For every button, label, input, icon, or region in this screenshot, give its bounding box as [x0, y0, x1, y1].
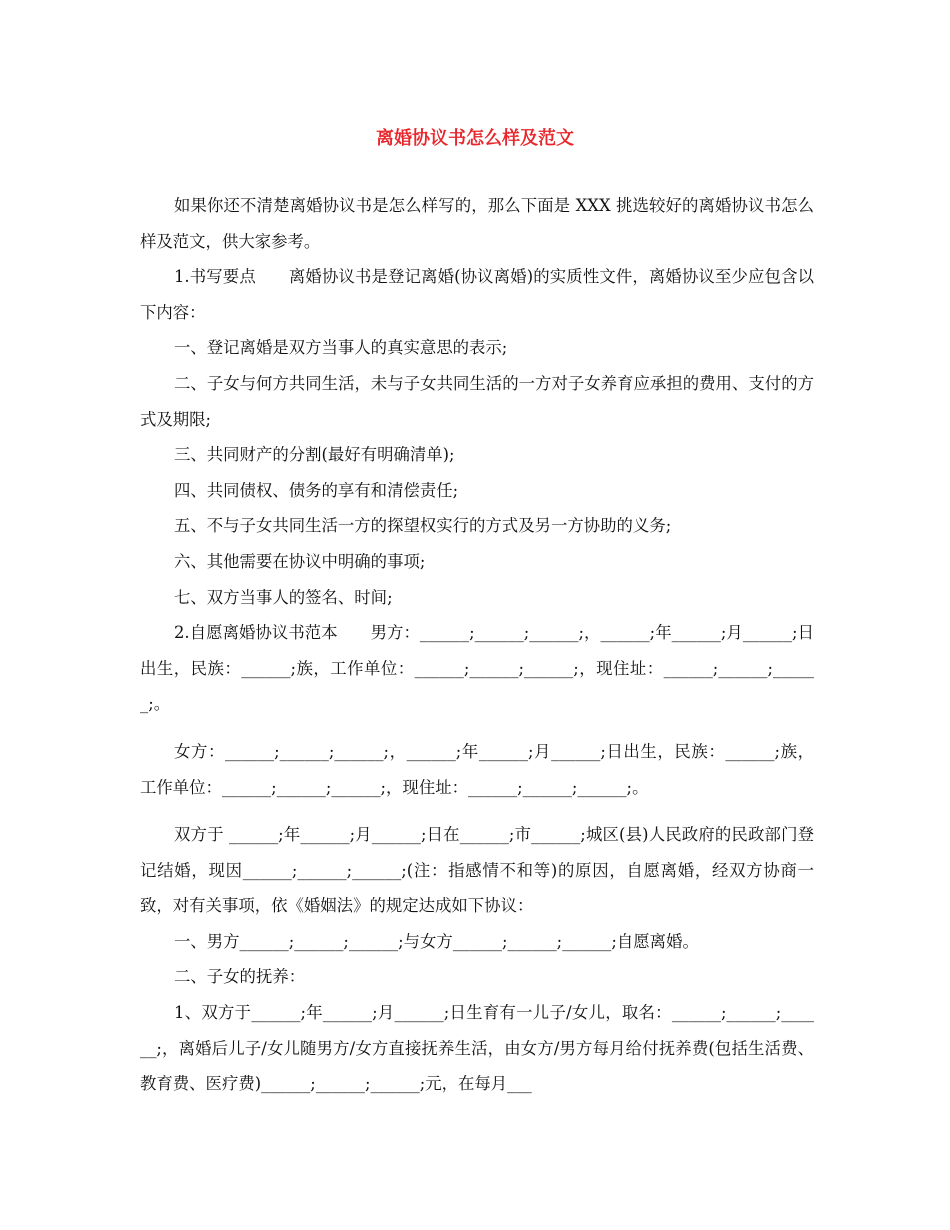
list-item: 五、不与子女共同生活一方的探望权实行的方式及另一方协助的义务; — [174, 516, 672, 536]
template-male-party: 2.自愿离婚协议书范本 男方：______;______;______;，______;年______;月______;日出生，民族：______;族，工作单位：______;______;______;，现住址：______;______;______;。 — [140, 623, 814, 714]
agreement-clause: 一、男方______;______;______;与女方______;______;______;自愿离婚。 — [174, 931, 699, 951]
writing-points-paragraph: 1.书写要点 离婚协议书是登记离婚(协议离婚)的实质性文件，离婚协议至少应包含以下内容： — [140, 267, 814, 322]
document-title: 离婚协议书怎么样及范文 — [376, 128, 574, 149]
list-item: 七、双方当事人的签名、时间; — [174, 587, 393, 607]
list-item: 四、共同债权、债务的享有和清偿责任; — [174, 480, 459, 500]
list-item: 二、子女与何方共同生活，未与子女共同生活的一方对子女养育应承担的费用、支付的方式及期限; — [140, 373, 814, 429]
agreement-clause: 1、双方于______;年______;月______;日生育有一儿子/女儿，取名：______;______;______;，离婚后儿子/女儿随男方/女方直接抚养生活，由女方/男方每月给付抚养费(包括生活费、教育费、医疗费)______;______;______;元，在每月___ — [140, 1003, 814, 1094]
template-female-party: 女方：______;______;______;，______;年______;月______;日出生，民族：______;族，工作单位：______;______;______;，现住址：______;______;______;。 — [140, 741, 814, 797]
agreement-clause: 二、子女的抚养： — [174, 967, 306, 987]
list-item: 六、其他需要在协议中明确的事项; — [174, 551, 426, 571]
intro-paragraph: 如果你还不清楚离婚协议书是怎么样写的，那么下面是 XXX 挑选较好的离婚协议书怎么样及范文，供大家参考。 — [140, 196, 814, 251]
list-item: 三、共同财产的分割(最好有明确清单); — [174, 445, 455, 465]
document-body — [140, 188, 814, 1102]
template-marriage-registration: 双方于 ______;年______;月______;日在______;市______;城区(县)人民政府的民政部门登记结婚，现因______;______;______;(注：指感情不和等)的原因，自愿离婚，经双方协商一致，对有关事项，依《婚姻法》的规定达成如下协议： — [140, 825, 814, 916]
list-item: 一、登记离婚是双方当事人的真实意思的表示; — [174, 338, 508, 358]
